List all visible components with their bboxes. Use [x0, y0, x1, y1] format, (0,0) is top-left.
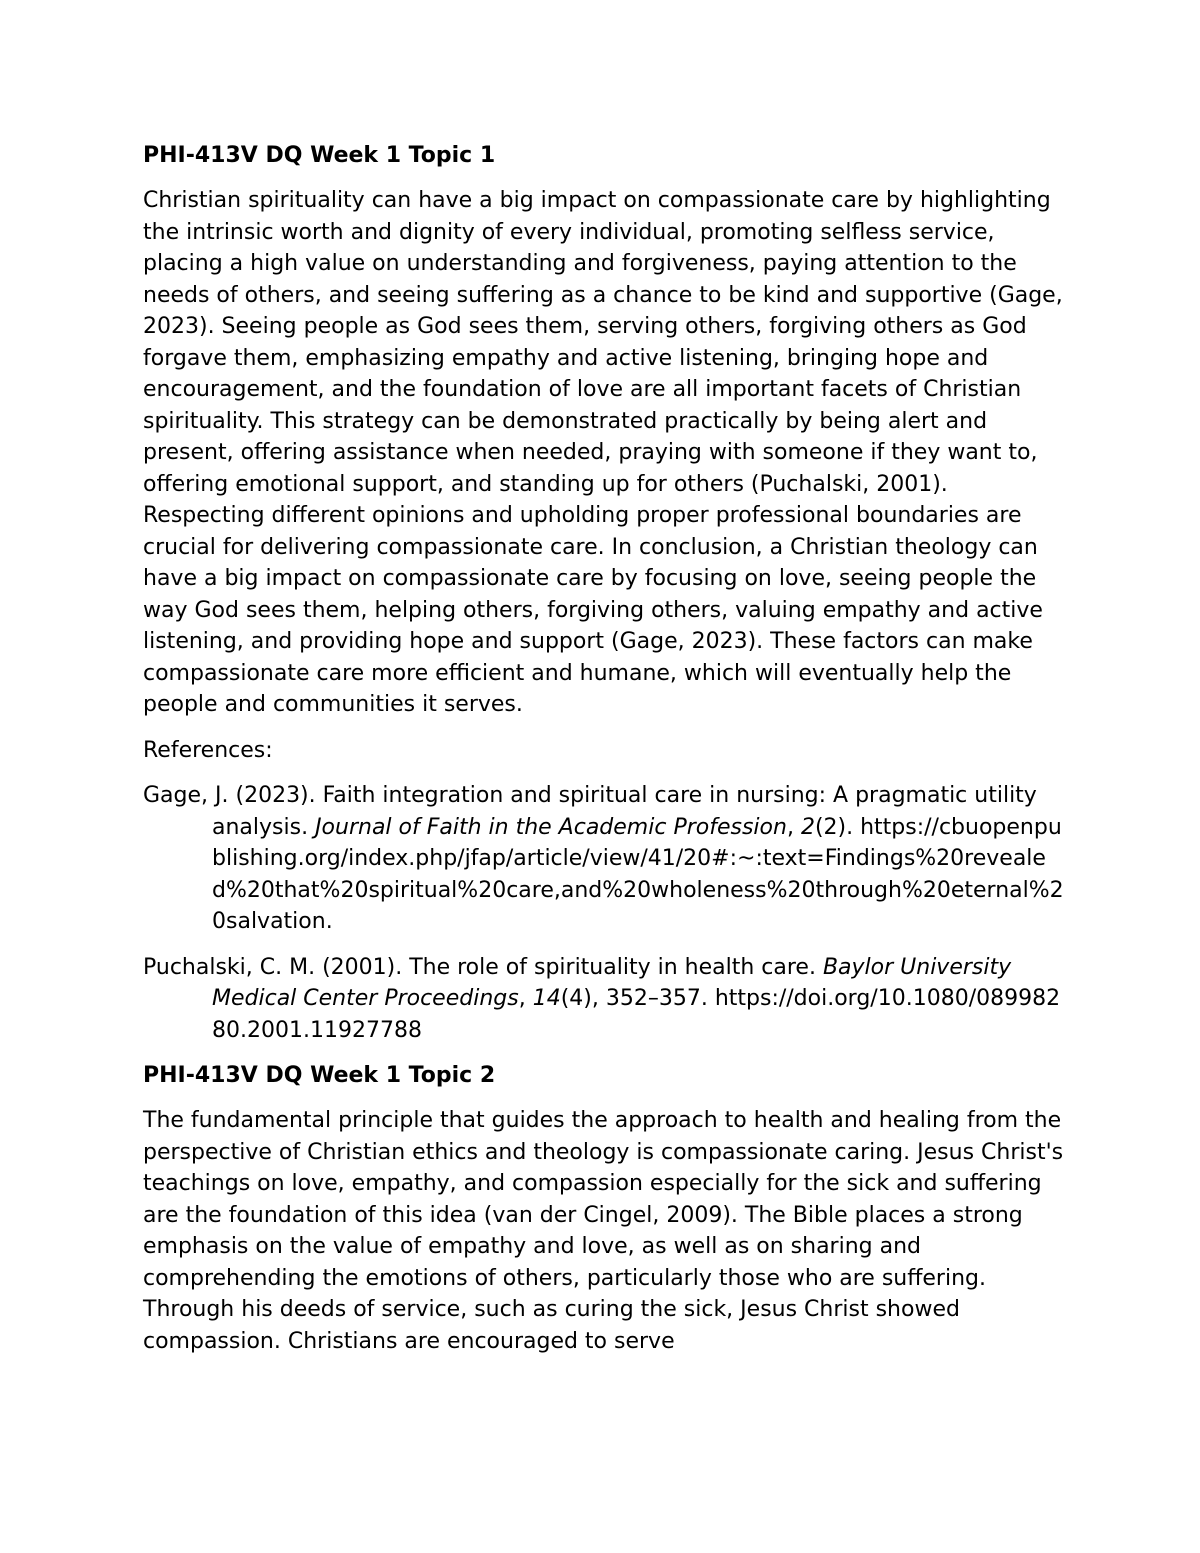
- topic2-body: The fundamental principle that guides the approach to health and healing from the perspective of Christian ethics and theology is compassionate caring. Jesus Christ's teachings on love, empathy, and compassion especially for the sick and suffering are the foundation of this idea (van der Cingel, 2009). The Bible places a strong emphasis on the value of empathy and love, as well as on sharing and comprehending the emotions of others, particularly those who are suffering. Through his deeds of service, such as curing the sick, Jesus Christ showed compassion. Christians are encouraged to serve: [143, 1108, 1064, 1354]
- document-page: [143, 140, 1073, 1371]
- reference-url-link[interactable]: https://cbuopenpublishing.org/index.php/jfap/article/view/41/20#:~:text=Findings%20revealed%20that%20spiritual%20care,and%20wholeness%20through%20eternal%20salvation.: [212, 814, 1064, 934]
- reference-gage: [143, 780, 1073, 938]
- reference-separator: ,: [786, 814, 801, 840]
- reference-volume: 14: [532, 986, 561, 1011]
- reference-tail: (2).: [814, 814, 854, 840]
- reference-journal: Baylor University Medical Center Proceedings: [212, 954, 1012, 1011]
- reference-url-link[interactable]: https://doi.org/10.1080/08998280.2001.11927788: [212, 986, 1061, 1043]
- references-label: References:: [143, 737, 273, 763]
- topic2-heading: PHI-413V DQ Week 1 Topic 2: [143, 1063, 496, 1088]
- reference-journal: Journal of Faith in the Academic Profession: [315, 814, 787, 840]
- reference-separator: ,: [518, 986, 533, 1011]
- reference-tail: (4), 352–357.: [560, 986, 708, 1011]
- reference-lead: Gage, J. (2023). Faith integration and spiritual care in nursing: A pragmatic utility analysis.: [143, 783, 1037, 840]
- topic1-body: Christian spirituality can have a big impact on compassionate care by highlighting the intrinsic worth and dignity of every individual, promoting selfless service, placing a high value on understanding and forgiveness, paying attention to the needs of others, and seeing suffering as a chance to be kind and supportive (Gage, 2023). Seeing people as God sees them, serving others, forgiving others as God forgave them, emphasizing empathy and active listening, bringing hope and encouragement, and the foundation of love are all important facets of Christian spirituality. This strategy can be demonstrated practically by being alert and present, offering assistance when needed, praying with someone if they want to, offering emotional support, and standing up for others (Puchalski, 2001). Respecting different opinions and upholding proper professional boundaries are crucial for delivering compassionate care. In conclusion, a Christian theology can have a big impact on compassionate care by focusing on love, seeing people the way God sees them, helping others, forgiving others, valuing empathy and active listening, and providing hope and support (Gage, 2023). These factors can make compassionate care more efficient and humane, which will eventually help the people and communities it serves.: [143, 188, 1063, 717]
- reference-volume: 2: [800, 814, 815, 840]
- reference-lead: Puchalski, C. M. (2001). The role of spirituality in health care.: [143, 954, 823, 980]
- reference-puchalski: [143, 952, 1073, 1047]
- topic1-heading: PHI-413V DQ Week 1 Topic 1: [143, 143, 496, 168]
